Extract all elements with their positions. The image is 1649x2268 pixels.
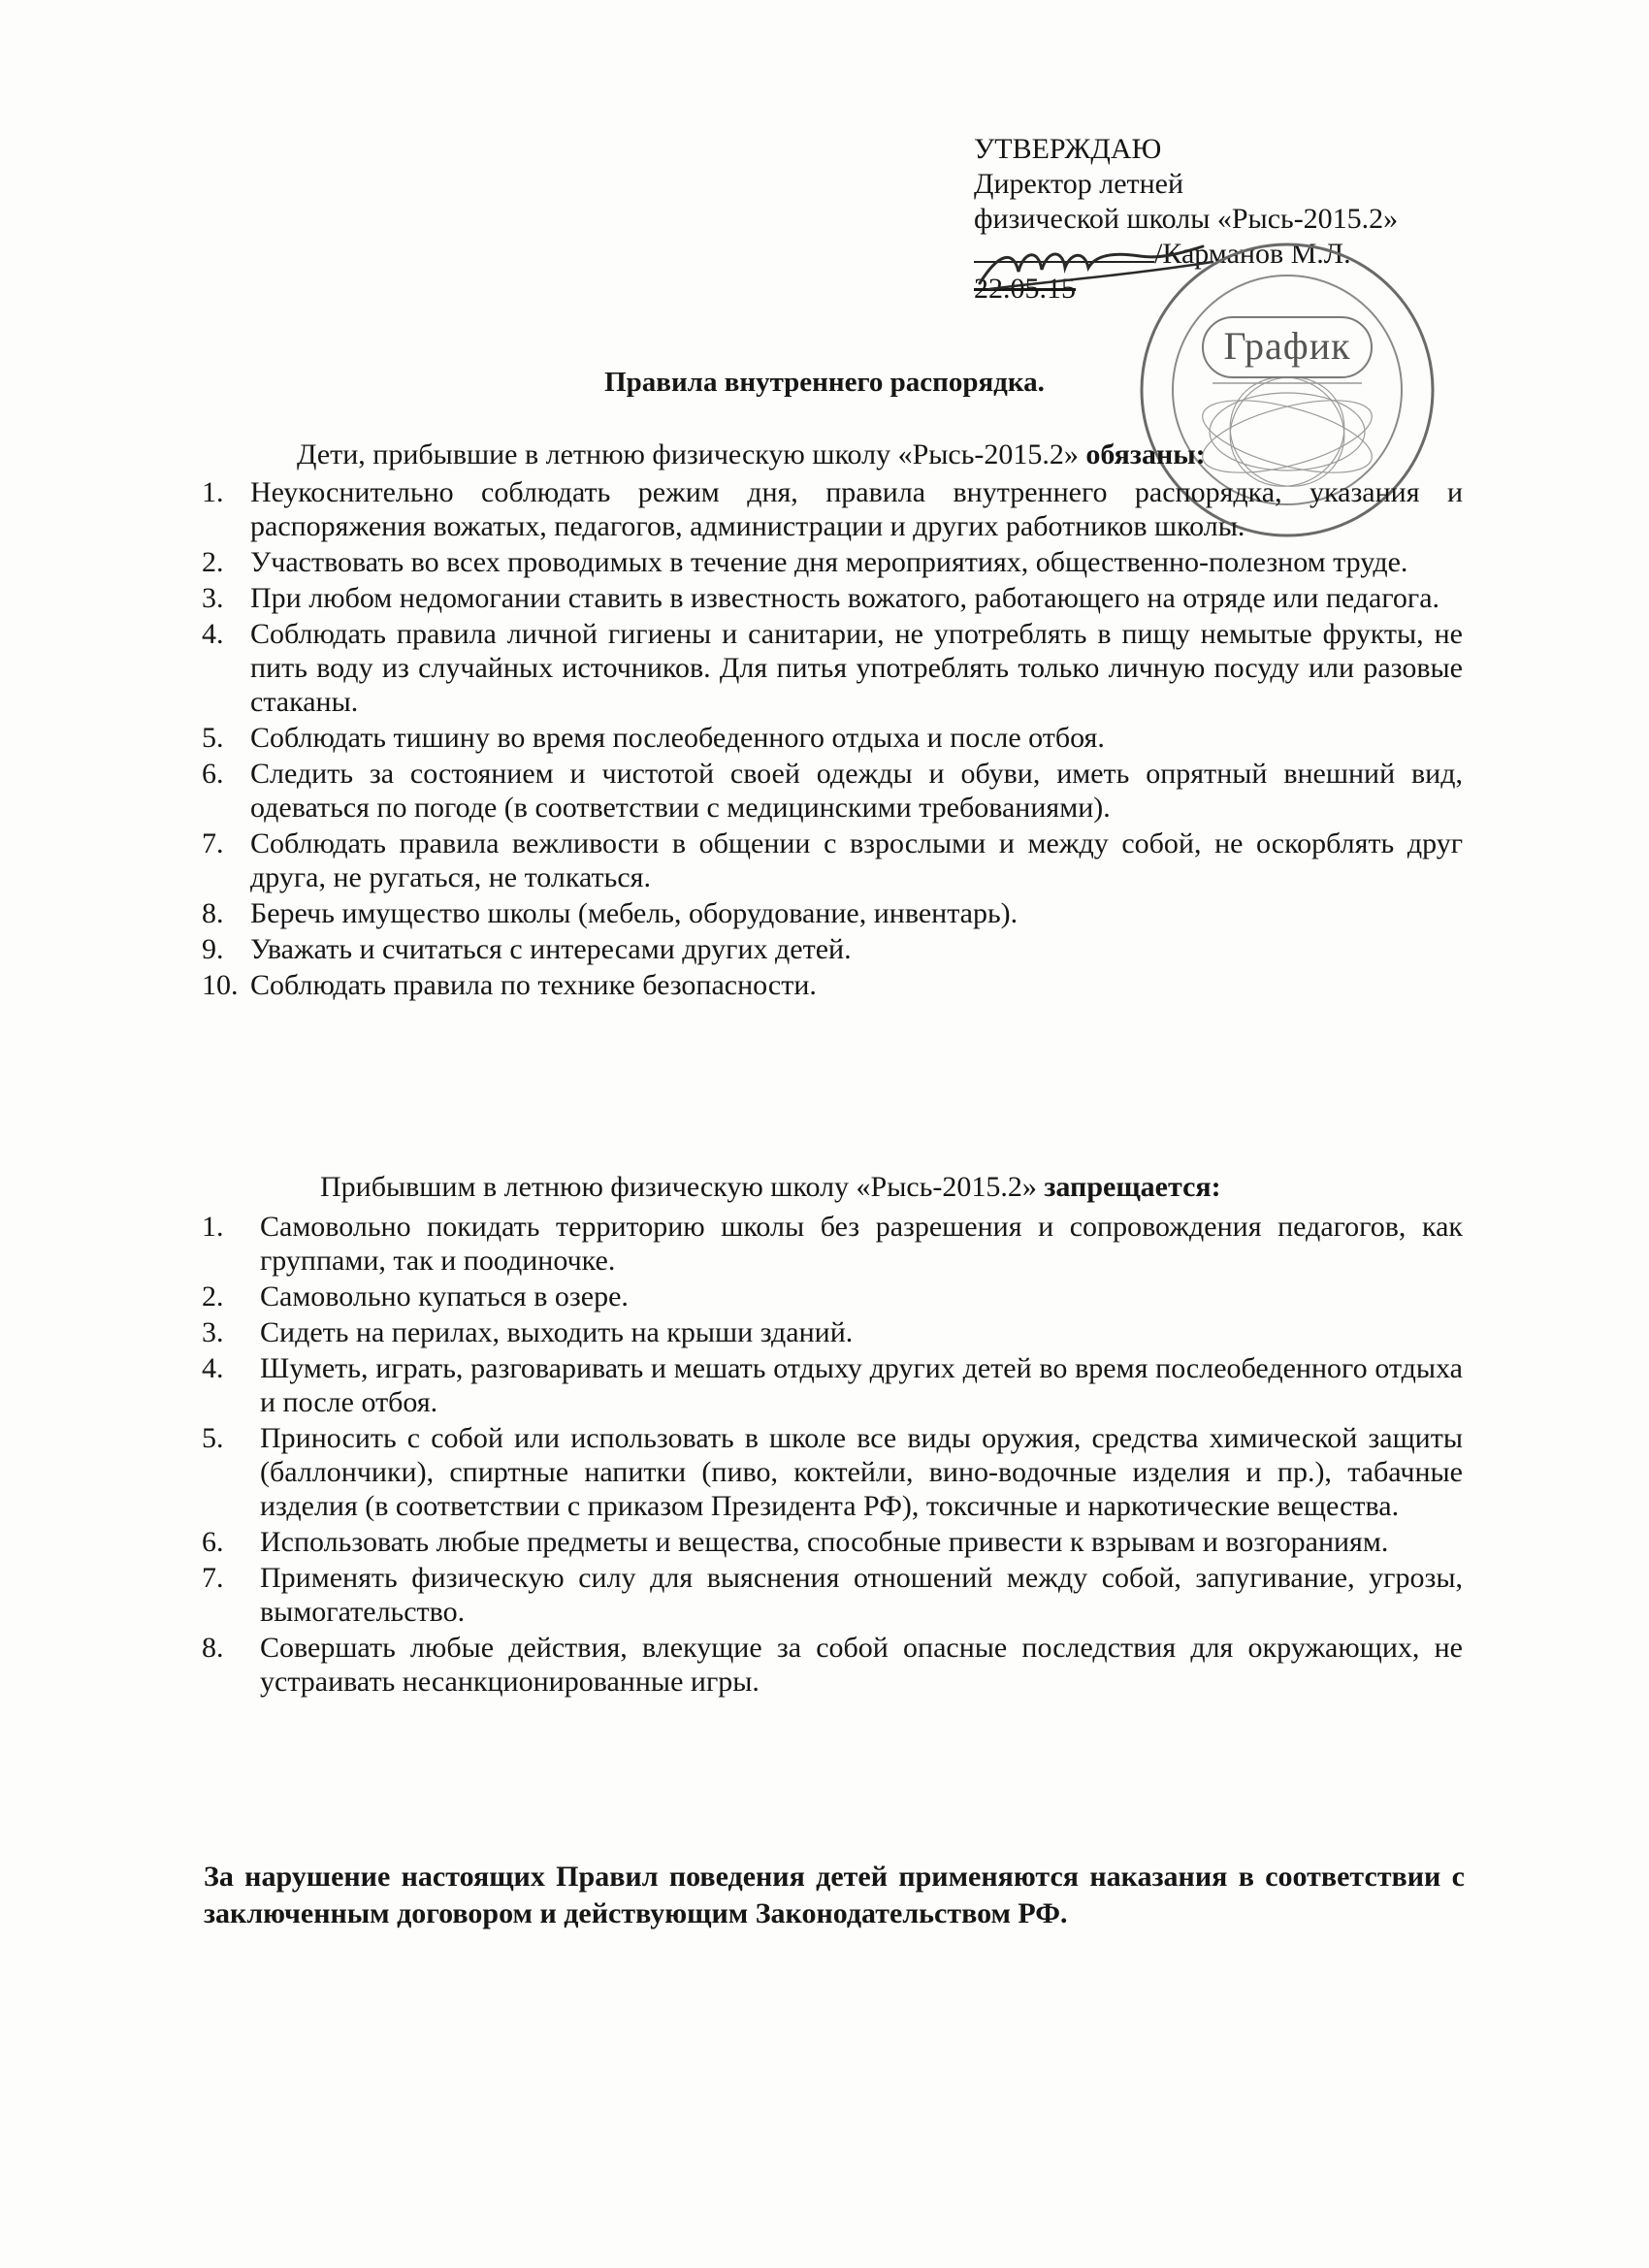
approval-position-line2: физической школы «Рысь-2015.2»: [974, 203, 1399, 235]
obligations-intro-text: Дети, прибывшие в летнюю физическую школу «Рысь-2015.2»: [297, 438, 1086, 470]
item-text: Шуметь, играть, разговаривать и мешать отдыху других детей во время послеобеденного отдыха и после отбоя.: [260, 1352, 1463, 1418]
list-item: [202, 1421, 1463, 1523]
stamp-label: График: [1223, 324, 1351, 368]
item-number: 4.: [202, 618, 224, 650]
list-item: [202, 1315, 1463, 1349]
item-text: Использовать любые предметы и вещества, способные привести к взрывам и возгораниям.: [260, 1526, 1389, 1558]
item-number: 8.: [202, 897, 224, 929]
item-number: 7.: [202, 827, 224, 859]
item-text: Совершать любые действия, влекущие за собой опасные последствия для окружающих, не устраивать несанкционированные игры.: [260, 1632, 1463, 1698]
list-item: [202, 1280, 1463, 1313]
item-number: 4.: [202, 1352, 224, 1384]
obligations-list: [202, 475, 1463, 1004]
item-number: 8.: [202, 1632, 224, 1664]
list-item: [202, 1210, 1463, 1278]
list-item: [202, 1561, 1463, 1629]
document-title: Правила внутреннего распорядка.: [604, 367, 1045, 398]
obligations-intro: [297, 438, 1206, 471]
item-number: 7.: [202, 1562, 224, 1594]
item-number: 5.: [202, 1422, 224, 1454]
list-item: [202, 617, 1463, 719]
prohibitions-intro: [320, 1171, 1221, 1204]
item-text: Приносить с собой или использовать в школе все виды оружия, средства химической защиты (баллончики), спиртные напитки (пиво, коктейли, вино-водочные изделия и пр.), табачные изделия (в соответствии с приказом Президента РФ), токсичные и наркотические вещества.: [260, 1422, 1463, 1522]
list-item: [202, 721, 1463, 755]
item-text: Соблюдать правила по технике безопасности.: [250, 969, 817, 1001]
item-number: 9.: [202, 933, 224, 965]
item-number: 3.: [202, 1316, 224, 1348]
item-text: Участвовать во всех проводимых в течение дня мероприятиях, общественно-полезном труде.: [250, 546, 1408, 578]
list-item: [202, 932, 1463, 966]
list-item: [202, 475, 1463, 543]
item-text: Соблюдать тишину во время послеобеденного отдыха и после отбоя.: [250, 722, 1105, 754]
item-text: Неукоснительно соблюдать режим дня, правила внутреннего распорядка, указания и распоряжения вожатых, педагогов, администрации и других работников школы.: [250, 476, 1463, 542]
item-text: Уважать и считаться с интересами других детей.: [250, 933, 852, 965]
approval-position-line1: Директор летней: [974, 168, 1184, 200]
item-number: 1.: [202, 1211, 224, 1243]
item-number: 2.: [202, 1280, 224, 1312]
list-item: [202, 1631, 1463, 1699]
item-text: Соблюдать правила личной гигиены и санитарии, не употреблять в пищу немытые фрукты, не пить воду из случайных источников. Для питья употреблять только личную посуду или разовые стаканы.: [250, 618, 1463, 718]
item-number: 10.: [202, 969, 239, 1001]
penalty-note: За нарушение настоящих Правил поведения детей применяются наказания в соответствии с заключенным договором и действующим Законодательством РФ.: [204, 1861, 1465, 1929]
list-item: [202, 581, 1463, 615]
approval-heading: УТВЕРЖДАЮ: [974, 133, 1162, 165]
item-text: При любом недомогании ставить в известность вожатого, работающего на отряде или педагога.: [250, 582, 1440, 614]
item-text: Беречь имущество школы (мебель, оборудование, инвентарь).: [250, 897, 1018, 929]
item-number: 1.: [202, 476, 224, 508]
item-number: 6.: [202, 1526, 224, 1558]
list-item: [202, 757, 1463, 825]
item-number: 2.: [202, 546, 224, 578]
prohibitions-intro-bold: запрещается:: [1044, 1171, 1221, 1203]
list-item: [202, 1351, 1463, 1419]
list-item: [202, 545, 1463, 579]
prohibitions-intro-text: Прибывшим в летнюю физическую школу «Рысь-2015.2»: [320, 1171, 1045, 1203]
prohibitions-list: [202, 1210, 1463, 1701]
item-text: Следить за состоянием и чистотой своей одежды и обуви, иметь опрятный внешний вид, одеваться по погоде (в соответствии с медицинскими требованиями).: [250, 758, 1463, 824]
list-item: [202, 968, 1463, 1002]
item-number: 5.: [202, 722, 224, 754]
item-text: Применять физическую силу для выяснения отношений между собой, запугивание, угрозы, вымогательство.: [260, 1562, 1463, 1628]
item-text: Соблюдать правила вежливости в общении с взрослыми и между собой, не оскорблять друг друга, не ругаться, не толкаться.: [250, 827, 1463, 893]
item-text: Самовольно купаться в озере.: [260, 1280, 629, 1312]
list-item: [202, 1525, 1463, 1559]
list-item: [202, 826, 1463, 894]
obligations-intro-bold: обязаны:: [1085, 438, 1206, 470]
item-number: 6.: [202, 758, 224, 790]
list-item: [202, 896, 1463, 930]
approval-date: 22.05.15: [974, 273, 1076, 305]
approval-name: /Карманов М.Л.: [1154, 238, 1351, 270]
item-text: Самовольно покидать территорию школы без разрешения и сопровождения педагогов, как группами, так и поодиночке.: [260, 1211, 1463, 1277]
item-number: 3.: [202, 582, 224, 614]
item-text: Сидеть на перилах, выходить на крыши зданий.: [260, 1316, 854, 1348]
